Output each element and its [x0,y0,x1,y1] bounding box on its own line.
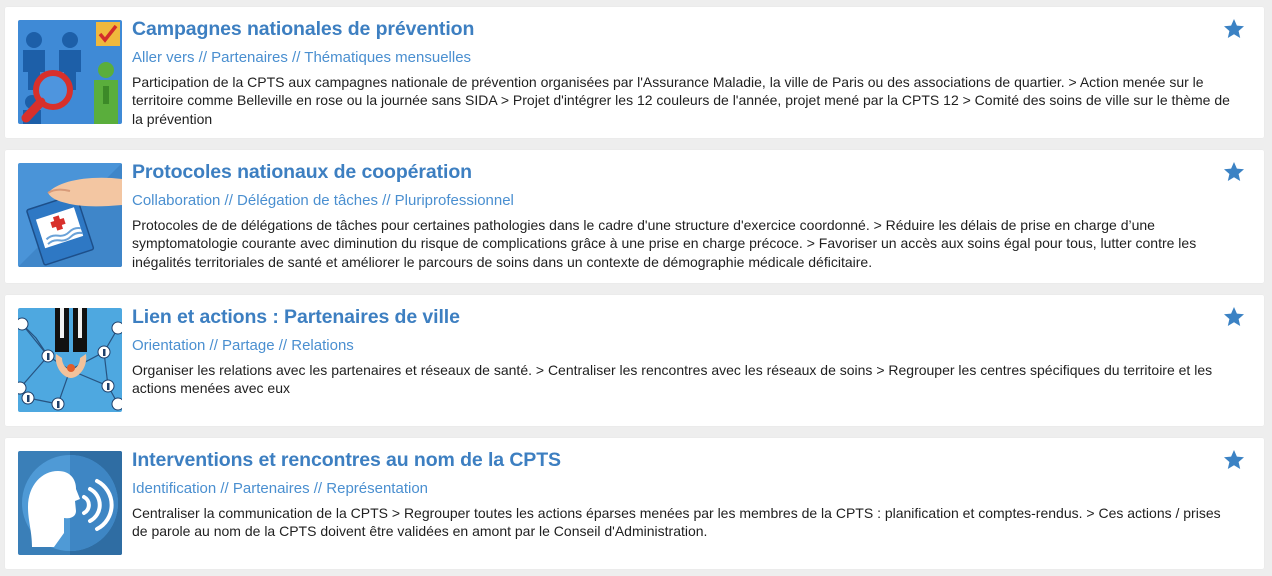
item-title[interactable]: Protocoles nationaux de coopération [132,161,472,183]
item-title[interactable]: Interventions et rencontres au nom de la CPTS [132,449,561,471]
item-description: Centraliser la communication de la CPTS > Regrouper toutes les actions éparses menées par les membres de la CPTS : planification et comptes-rendus. > Ces actions / prises de parole au nom de la CPTS doivent être validées en amont par le Conseil d'Administration. [132,505,1221,540]
list-item-interventions[interactable] [5,438,1264,569]
item-description: Participation de la CPTS aux campagnes nationale de prévention organisées par l'Assurance Maladie, la ville de Paris ou des associations de quartier. > Action menée sur le territoire comme Belleville en rose ou la journée sans SIDA > Projet d'intégrer les 12 couleurs de l'année, projet mené par la CPTS 12 > Comité des soins de ville sur le thème de la prévention [132,74,1230,127]
list-item-campagnes[interactable] [5,7,1264,138]
item-description: Protocoles de de délégations de tâches pour certaines pathologies dans le cadre d'une structure d'exercice coordonné. > Réduire les délais de prise en charge d’une symptomatologie courante avec diminution du risque de complications grâce à une prise en charge précoce. > Favoriser un accès aux soins égal pour tous, lutter contre les inégalités territoriales de santé et améliorer le parcours de soins dans un contexte de démographie médicale déficitaire. [132,217,1197,270]
item-title[interactable]: Campagnes nationales de prévention [132,18,475,40]
prevention-campaign-icon [18,20,122,124]
medical-document-hand-icon [18,163,122,267]
favorite-star-icon[interactable] [1222,160,1246,184]
favorite-star-icon[interactable] [1222,305,1246,329]
item-tags: Collaboration // Délégation de tâches // Pluriprofessionnel [132,192,514,209]
speaking-head-icon [18,451,122,555]
network-people-icon [18,308,122,412]
item-tags: Aller vers // Partenaires // Thématiques mensuelles [132,49,472,66]
item-description: Organiser les relations avec les partenaires et réseaux de santé. > Centraliser les rencontres avec les réseaux de soins > Regrouper les centres spécifiques du territoire et les actions menées avec eux [132,362,1213,397]
list-item-lien-actions[interactable] [5,295,1264,426]
item-tags: Identification // Partenaires // Représentation [132,480,429,497]
favorite-star-icon[interactable] [1222,17,1246,41]
favorite-star-icon[interactable] [1222,448,1246,472]
item-tags: Orientation // Partage // Relations [132,337,354,354]
item-title[interactable]: Lien et actions : Partenaires de ville [132,306,460,328]
list-item-protocoles[interactable] [5,150,1264,283]
